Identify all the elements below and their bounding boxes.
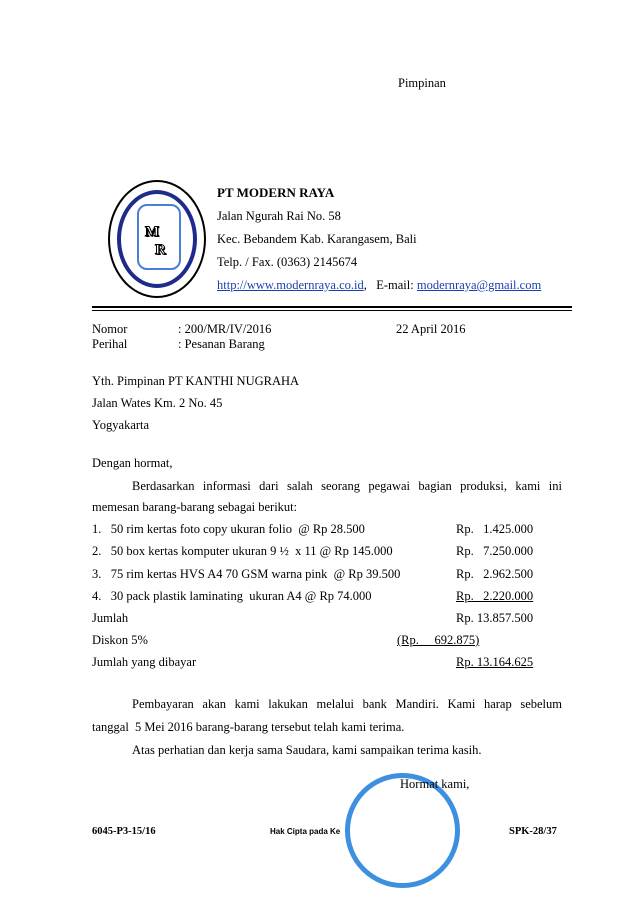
diskon-value: (Rp. 692.875) [397,633,480,647]
item-3-desc: 3. 75 rim kertas HVS A4 70 GSM warna pink @ Rp 39.500 [92,567,401,581]
company-phone: Telp. / Fax. (0363) 2145674 [217,255,358,269]
signoff: Hormat kami, [400,777,470,791]
paragraph2-line1 [132,697,562,712]
perihal-value: : Pesanan Barang [178,337,265,351]
footer-code-left: 6045-P3-15/16 [92,826,156,837]
greeting: Dengan hormat, [92,456,173,470]
company-name: PT MODERN RAYA [217,185,335,200]
recipient-line3: Yogyakarta [92,418,150,432]
header-divider [92,306,572,308]
jumlah-value: Rp. 13.857.500 [456,611,534,625]
paragraph1-line2: memesan barang-barang sebagai berikut: [92,500,298,514]
footer-copyright: Hak Cipta pada Ke [270,827,341,836]
jumlah-label: Jumlah [92,611,129,625]
item-1-desc: 1. 50 rim kertas foto copy ukuran folio @ Rp 28.500 [92,522,365,536]
company-district: Kec. Bebandem Kab. Karangasem, Bali [217,232,417,246]
company-address: Jalan Ngurah Rai No. 58 [217,209,341,223]
letter-date: 22 April 2016 [396,322,466,336]
website-link[interactable]: http://www.modernraya.co.id [217,278,364,292]
item-4-desc: 4. 30 pack plastik laminating ukuran A4 @ Rp 74.000 [92,589,372,603]
paragraph2-line2: tanggal 5 Mei 2016 barang-barang tersebut telah kami terima. [92,720,405,734]
footer-code-right: SPK-28/37 [509,826,557,837]
email-link[interactable]: modernraya@gmail.com [416,278,542,292]
diskon-label: Diskon 5% [92,633,148,647]
paragraph1-line1 [132,479,562,494]
company-contact-line [217,278,541,293]
logo-letter-m: M [145,224,160,240]
logo-letter-r: R [155,242,166,258]
dibayar-value: Rp. 13.164.625 [456,655,534,669]
item-3-amount: Rp. 2.962.500 [456,567,534,581]
paragraph2-line1-text: Pembayaran akan kami lakukan melalui bank Mandiri. Kami harap sebelum [132,697,562,711]
top-label: Pimpinan [398,76,446,90]
nomor-label: Nomor [92,322,128,336]
item-2-desc: 2. 50 box kertas komputer ukuran 9 ½ x 11 @ Rp 145.000 [92,544,393,558]
perihal-label: Perihal [92,337,128,351]
email-label: , E-mail: [363,278,417,292]
paragraph1-line1-text: Berdasarkan informasi dari salah seorang pegawai bagian produksi, kami ini [132,479,562,493]
dibayar-label: Jumlah yang dibayar [92,655,197,669]
item-4-amount: Rp. 2.220.000 [456,589,534,603]
nomor-value: : 200/MR/IV/2016 [178,322,272,336]
item-2-amount: Rp. 7.250.000 [456,544,534,558]
header-divider-thin [92,310,572,311]
recipient-line1: Yth. Pimpinan PT KANTHI NUGRAHA [92,374,300,388]
paragraph3: Atas perhatian dan kerja sama Saudara, kami sampaikan terima kasih. [132,743,482,757]
recipient-line2: Jalan Wates Km. 2 No. 45 [92,396,223,410]
item-1-amount: Rp. 1.425.000 [456,522,534,536]
